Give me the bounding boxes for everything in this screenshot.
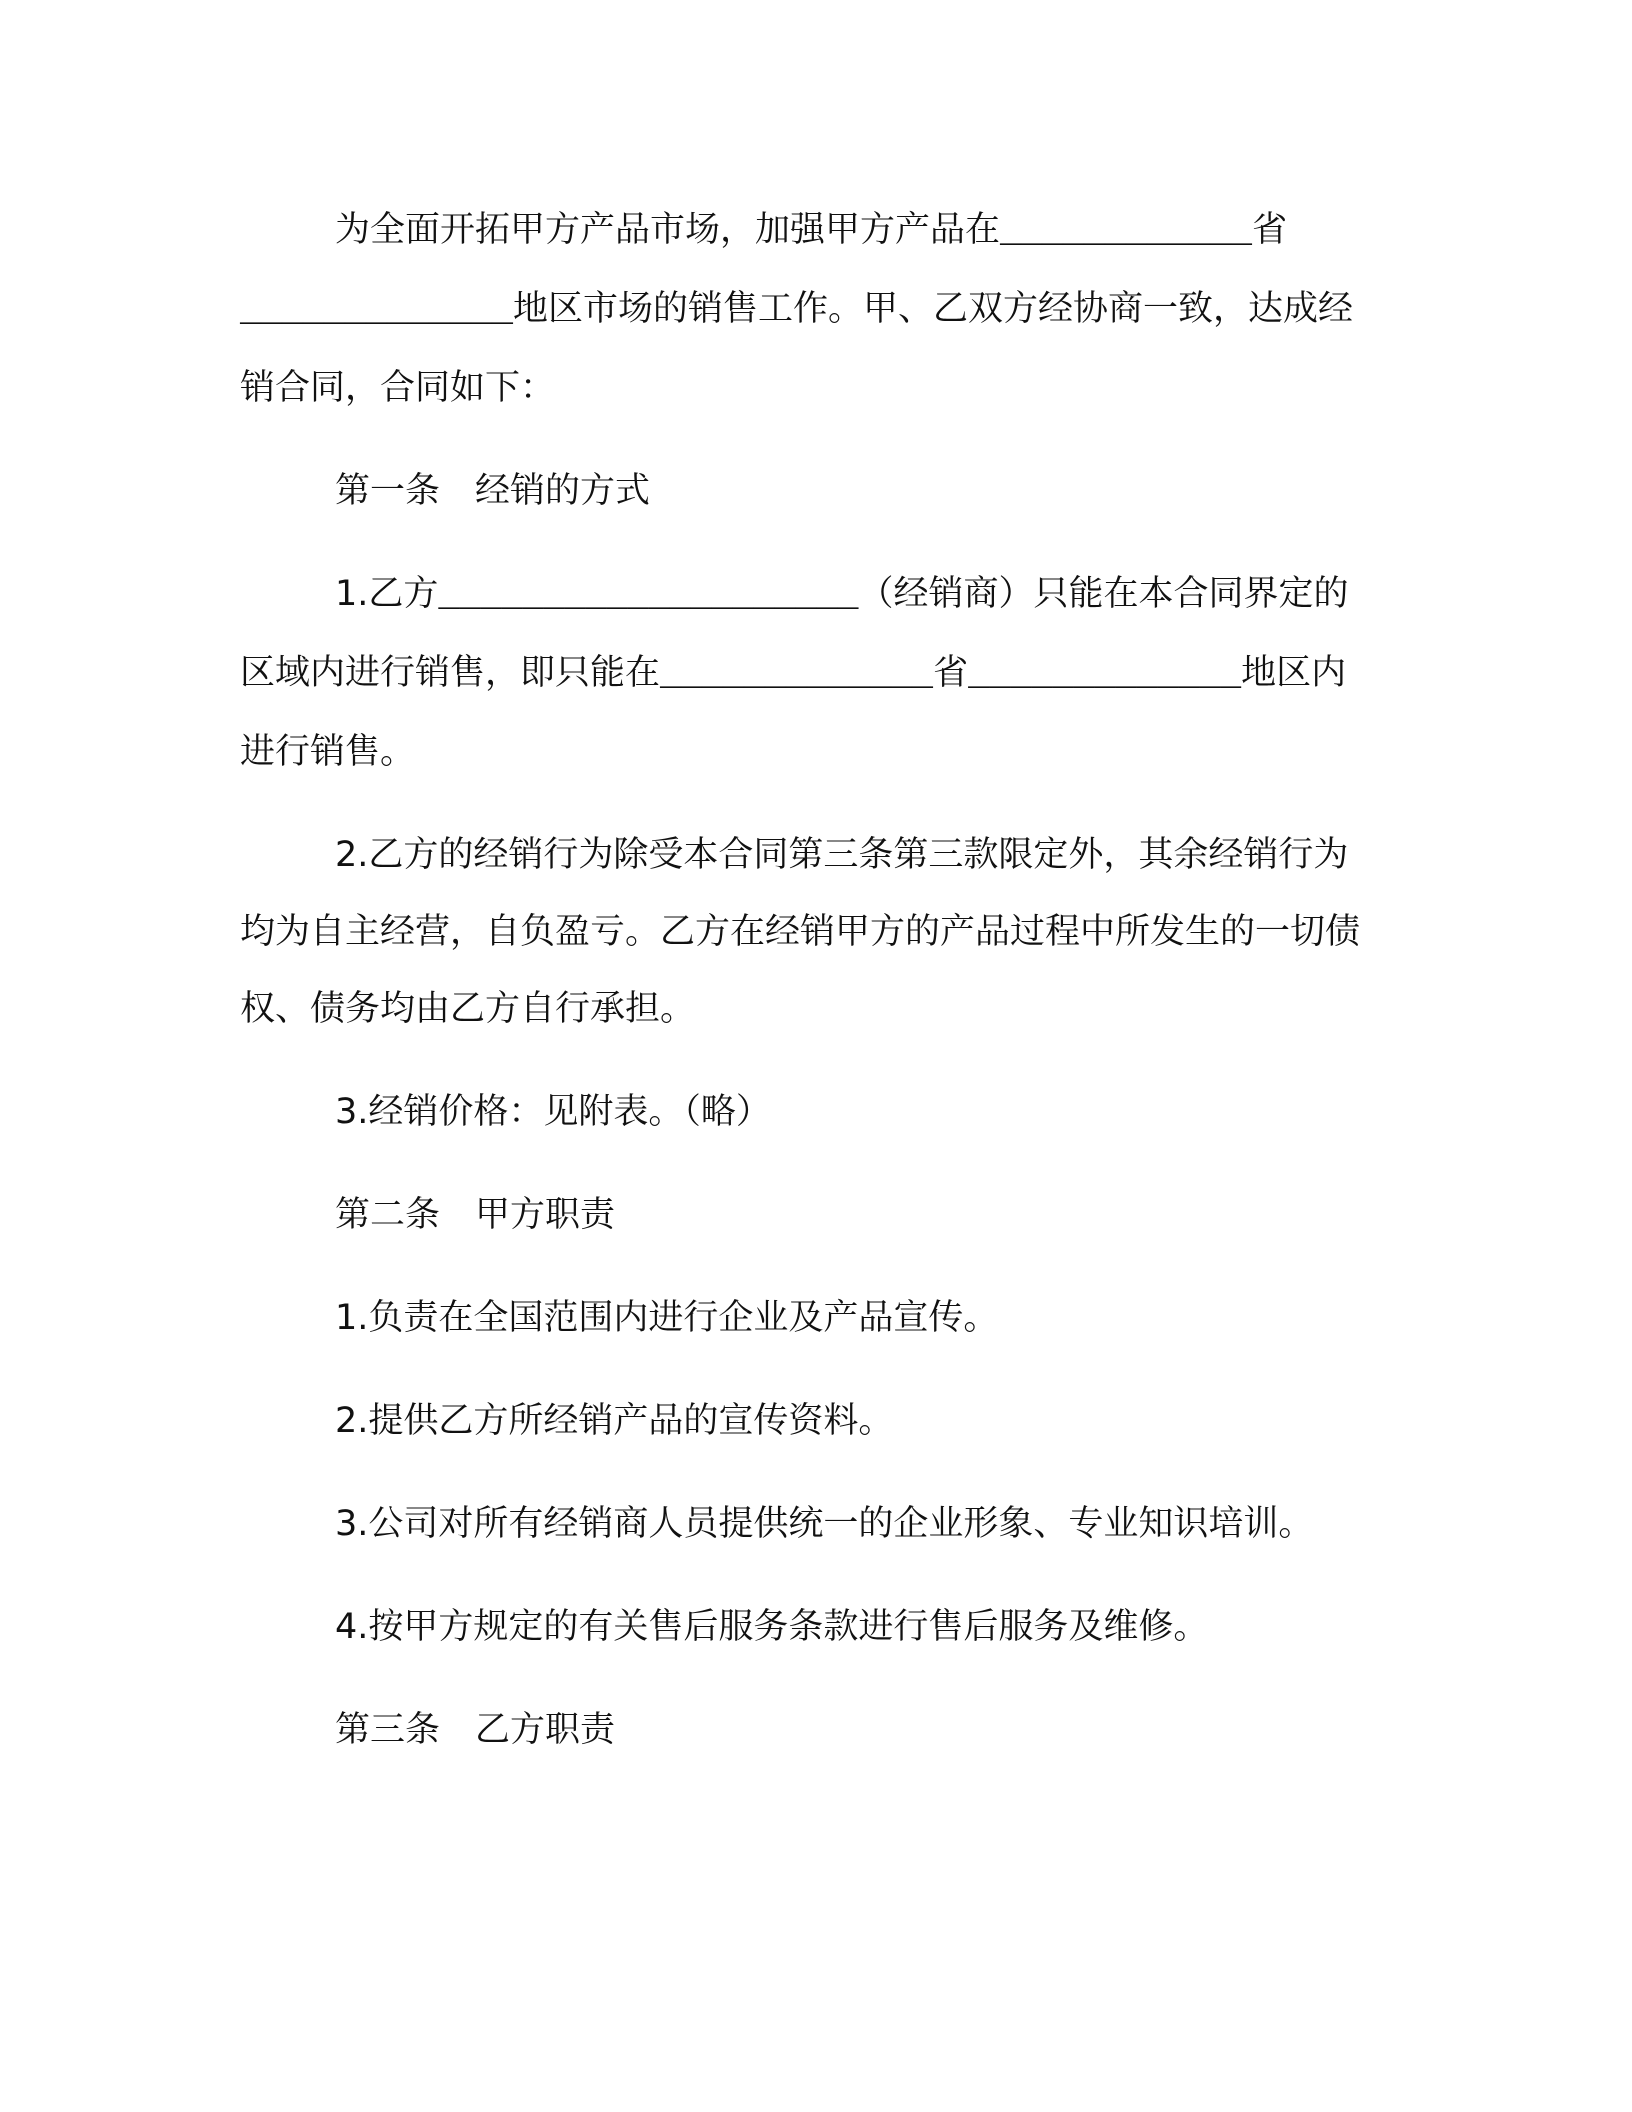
intro-paragraph [240,192,1380,427]
intro-text-1: 为全面开拓甲方产品市场，加强甲方产品在 [335,210,1001,250]
intro-text-3: 地区市场的销售工作。甲、乙双方经协商一致，达成经销合同，合同如下： [240,289,1354,408]
item-1-text-2: （经销商）只能在本合同界定的区域内进行销售，即只能在 [240,574,1349,693]
item-1-text-1: 1.乙方 [335,574,439,614]
article-1-title: 第一条 经销的方式 [335,471,651,511]
article-1-item-3: 3.经销价格：见附表。（略） [335,1092,771,1132]
article-2-title: 第二条 甲方职责 [335,1195,616,1235]
article-3-title: 第三条 乙方职责 [335,1710,616,1750]
region-blank: _____________ [240,291,514,331]
item-1-text-3: 省 [933,653,969,693]
article-2-item-1: 1.负责在全国范围内进行企业及产品宣传。 [335,1298,999,1338]
sales-province-blank: _____________ [660,655,934,695]
article-2-item-4: 4.按甲方规定的有关售后服务条款进行售后服务及维修。 [335,1607,1209,1647]
province-blank: ____________ [1000,212,1253,252]
contract-body [240,192,1380,1769]
distributor-blank: ____________________ [438,576,859,616]
article-2-item-3: 3.公司对所有经销商人员提供统一的企业形象、专业知识培训。 [335,1504,1314,1544]
article-1-item-2: 2.乙方的经销行为除受本合同第三条第三款限定外，其余经销行为均为自主经营，自负盈亏。乙方在经销甲方的产品过程中所发生的一切债权、债务均由乙方自行承担。 [240,835,1361,1029]
article-2-item-2: 2.提供乙方所经销产品的宣传资料。 [335,1401,894,1441]
item-1-text-4: 地区内进行销售。 [240,653,1347,772]
intro-text-2: 省 [1252,210,1288,250]
article-1-item-1 [240,556,1380,791]
sales-region-blank: _____________ [968,655,1242,695]
